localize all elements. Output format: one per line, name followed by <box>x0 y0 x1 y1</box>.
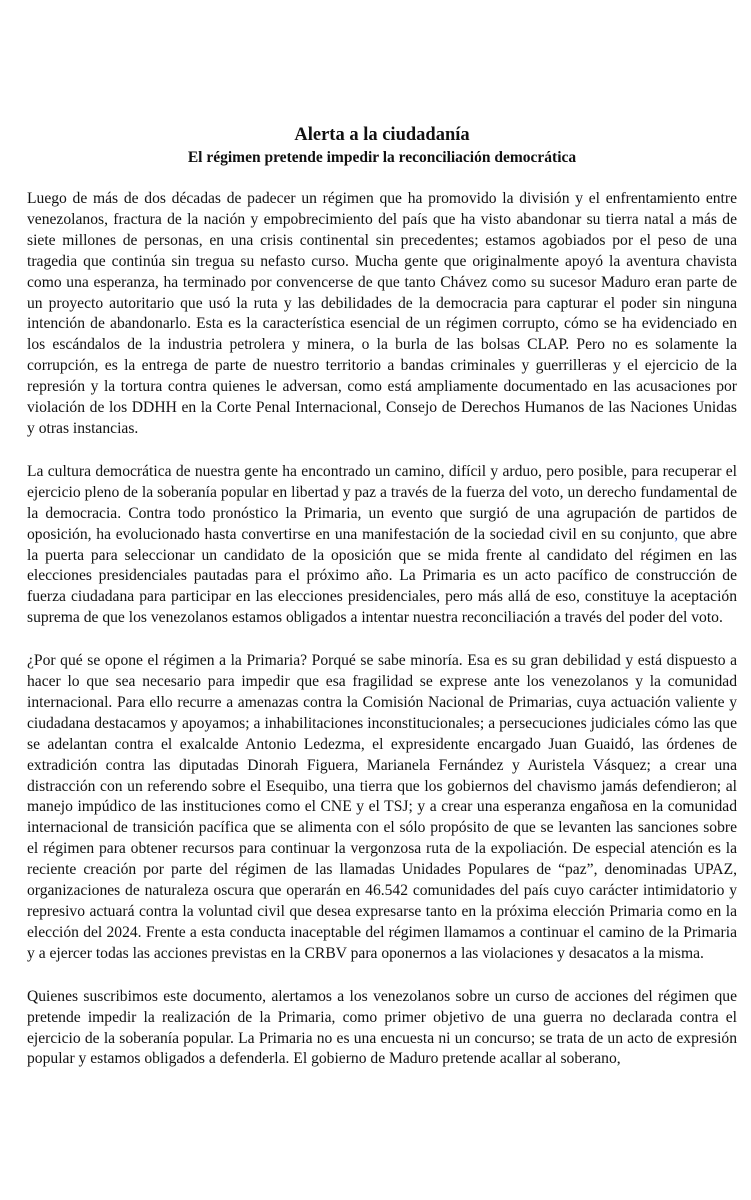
paragraph-2-text-after: que abre la puerta para seleccionar un candidato de la oposición que se mida frente al candidato del régimen en las elecciones presidenciales pautadas para el próximo año. La Primaria es un acto pacífico de construcción de fuerza ciudadana para participar en las elecciones presidenciales, pero más allá de eso, constituye la aceptación suprema de que los venezolanos estamos obligados a intentar nuestra reconciliación a través del poder del voto. <box>27 525 737 627</box>
paragraph-1: Luego de más de dos décadas de padecer un régimen que ha promovido la división y el enfrentamiento entre venezolanos, fractura de la nación y empobrecimiento del país que ha visto abandonar su tierra natal a más de siete millones de personas, en una crisis continental sin precedentes; estamos agobiados por el peso de una tragedia que continúa sin tregua su nefasto curso. Mucha gente que originalmente apoyó la aventura chavista como una esperanza, ha terminado por convencerse de que tanto Chávez como su sucesor Maduro eran parte de un proyecto autoritario que usó la ruta y las debilidades de la democracia para capturar el poder sin ninguna intención de abandonarlo. Esta es la característica esencial de un régimen corrupto, cómo se ha evidenciado en los escándalos de la industria petrolera y minera, o la burla de las bolsas CLAP. Pero no es solamente la corrupción, es la entrega de parte de nuestro territorio a bandas criminales y guerrilleras y el ejercicio de la represión y la tortura contra quienes le adversan, como está ampliamente documentado en las acusaciones por violación de los DDHH en la Corte Penal Internacional, Consejo de Derechos Humanos de las Naciones Unidas y otras instancias. <box>27 190 737 437</box>
document-title: Alerta a la ciudadanía <box>294 125 470 145</box>
document-subtitle: El régimen pretende impedir la reconciliación democrática <box>187 149 577 166</box>
paragraph-2-blue-comma: , <box>674 525 679 543</box>
paragraph-2-text-before: La cultura democrática de nuestra gente ha encontrado un camino, difícil y arduo, pero posible, para recuperar el ejercicio pleno de la soberanía popular en libertad y paz a través de la fuerza del voto, un derecho fundamental de la democracia. Contra todo pronóstico la Primaria, un evento que surgió de una agrupación de partidos de oposición, ha evolucionado hasta convertirse en una manifestación de la sociedad civil en su conjunto <box>27 462 737 543</box>
paragraph-4: Quienes suscribimos este documento, alertamos a los venezolanos sobre un curso de acciones del régimen que pretende impedir la realización de la Primaria, como primer objetivo de una guerra no declarada contra el ejercicio de la soberanía popular. La Primaria no es una encuesta ni un concurso; se trata de un acto de expresión popular y estamos obligados a defenderla. El gobierno de Maduro pretende acallar al soberano, <box>27 987 737 1068</box>
paragraph-2 <box>27 462 737 629</box>
paragraph-3: ¿Por qué se opone el régimen a la Primaria? Porqué se sabe minoría. Esa es su gran debilidad y está dispuesto a hacer lo que sea necesario para impedir que esa fragilidad se exprese ante los venezolanos y la comunidad internacional. Para ello recurre a amenazas contra la Comisión Nacional de Primarias, cuya actuación valiente y ciudadana destacamos y apoyamos; a inhabilitaciones inconstitucionales; a persecuciones judiciales cómo las que se adelantan contra el exalcalde Antonio Ledezma, el expresidente encargado Juan Guaidó, las órdenes de extradición contra las diputadas Dinorah Figuera, Marianela Fernández y Auristela Vásquez; a crear una distracción con un referendo sobre el Esequibo, una tierra que los gobiernos del chavismo jamás defendieron; al manejo impúdico de las instituciones como el CNE y el TSJ; y a crear una esperanza engañosa en la comunidad internacional de transición pacífica que se alimenta con el sólo propósito de que se levanten las sanciones sobre el régimen para obtener recursos para continuar la vergonzosa ruta de la expoliación. De especial atención es la reciente creación por parte del régimen de las llamadas Unidades Populares de “paz”, denominadas UPAZ, organizaciones de naturaleza oscura que operarán en 46.542 comunidades del país cuyo carácter intimidatorio y represivo actuará contra la voluntad civil que desea expresarse tanto en la próxima elección Primaria como en la elección del 2024. Frente a esta conducta inaceptable del régimen llamamos a continuar el camino de la Primaria y a ejercer todas las acciones previstas en la CRBV para oponernos a las violaciones y desacatos a la misma. <box>27 652 737 962</box>
document-page <box>27 123 737 1092</box>
